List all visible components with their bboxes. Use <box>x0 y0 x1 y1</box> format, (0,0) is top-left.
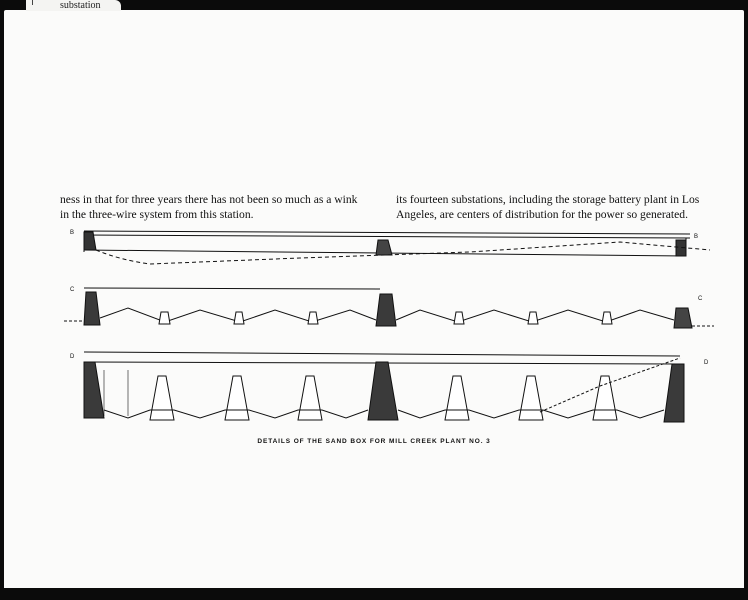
label-d-left: D <box>70 354 75 360</box>
label-b-left: B <box>70 230 75 236</box>
left-line-1: ness in that for three years there has not been so much as a wink <box>60 193 358 206</box>
label-b-right: B <box>694 234 699 240</box>
left-line-2: in the three-wire system from this station. <box>60 208 254 221</box>
section-c <box>64 287 714 328</box>
tab-label: substation <box>60 0 101 11</box>
section-d <box>70 352 709 422</box>
label-c-left: C <box>70 287 75 293</box>
scan-bottom-edge <box>0 588 748 600</box>
figure-caption: DETAILS OF THE SAND BOX FOR MILL CREEK PLANT NO. 3 <box>257 438 491 445</box>
right-line-1: its fourteen substations, including the storage battery plant in Los <box>396 193 700 206</box>
label-c-right: C <box>698 296 703 302</box>
right-line-2: Angeles, are centers of distribution for the power so generated. <box>396 208 688 221</box>
section-b <box>70 230 710 264</box>
label-d-right: D <box>704 360 709 366</box>
